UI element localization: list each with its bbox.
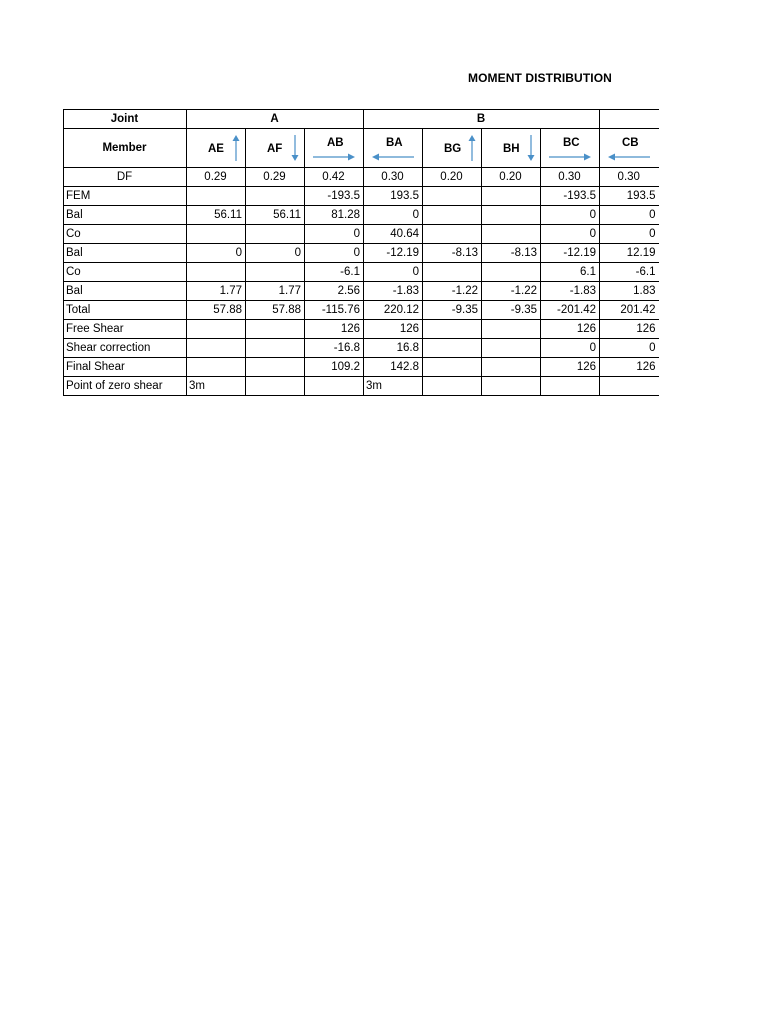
value-cell: 56.11 (187, 206, 246, 225)
value-cell: 40.64 (364, 225, 423, 244)
value-cell: 0 (541, 206, 600, 225)
member-name: AB (327, 137, 344, 149)
value-cell (482, 339, 541, 358)
value-cell: 0 (541, 225, 600, 244)
value-cell (423, 225, 482, 244)
value-cell: 57.88 (246, 301, 305, 320)
member-name: CB (622, 137, 639, 149)
value-cell (541, 377, 600, 396)
value-cell (246, 377, 305, 396)
row-label: FEM (64, 187, 187, 206)
value-cell: 1.77 (246, 282, 305, 301)
value-cell: 126 (364, 320, 423, 339)
value-cell: 12.19 (600, 244, 659, 263)
value-cell (482, 187, 541, 206)
value-cell: 0 (600, 339, 659, 358)
df-row (64, 168, 659, 187)
row-label: Free Shear (64, 320, 187, 339)
table-row (64, 358, 659, 377)
arrow-right-icon (313, 153, 355, 161)
zero-shear-row (64, 377, 659, 396)
value-cell: -9.35 (482, 301, 541, 320)
value-cell: -1.83 (541, 282, 600, 301)
value-cell (423, 263, 482, 282)
value-cell: 1.77 (187, 282, 246, 301)
value-cell: 201.42 (600, 301, 659, 320)
value-cell: 3m (364, 377, 423, 396)
arrow-down-icon (527, 135, 535, 161)
value-cell: 126 (600, 320, 659, 339)
df-cell: 0.29 (187, 168, 246, 187)
row-label: Final Shear (64, 358, 187, 377)
value-cell: 6.1 (541, 263, 600, 282)
value-cell (423, 339, 482, 358)
value-cell: 0 (305, 225, 364, 244)
value-cell (187, 339, 246, 358)
value-cell (246, 263, 305, 282)
table-row (64, 244, 659, 263)
moment-distribution-table (63, 109, 659, 396)
value-cell (187, 358, 246, 377)
value-cell (246, 339, 305, 358)
arrow-up-icon (232, 135, 240, 161)
row-label: Bal (64, 206, 187, 225)
value-cell (482, 225, 541, 244)
value-cell: -1.83 (364, 282, 423, 301)
value-cell (482, 358, 541, 377)
value-cell (423, 377, 482, 396)
member-row (64, 129, 659, 168)
value-cell: -1.22 (423, 282, 482, 301)
member-header-cb (600, 129, 659, 168)
value-cell: -1.22 (482, 282, 541, 301)
member-header-af (246, 129, 305, 168)
value-cell: 0 (364, 206, 423, 225)
value-cell (246, 187, 305, 206)
value-cell (187, 187, 246, 206)
table-row (64, 339, 659, 358)
joint-row (64, 110, 659, 129)
row-label: Shear correction (64, 339, 187, 358)
value-cell: -12.19 (364, 244, 423, 263)
value-cell (600, 377, 659, 396)
value-cell (423, 206, 482, 225)
arrow-left-icon (372, 153, 414, 161)
joint-c-header (600, 110, 659, 129)
arrow-right-icon (549, 153, 591, 161)
value-cell: -8.13 (482, 244, 541, 263)
value-cell (482, 377, 541, 396)
value-cell (423, 320, 482, 339)
value-cell: 142.8 (364, 358, 423, 377)
value-cell: 0 (187, 244, 246, 263)
value-cell (187, 263, 246, 282)
value-cell (246, 320, 305, 339)
value-cell: 0 (600, 225, 659, 244)
value-cell: 0 (364, 263, 423, 282)
member-label: Member (64, 129, 187, 168)
value-cell (246, 358, 305, 377)
value-cell: -16.8 (305, 339, 364, 358)
value-cell: 1.83 (600, 282, 659, 301)
value-cell: -193.5 (541, 187, 600, 206)
value-cell: 0 (246, 244, 305, 263)
value-cell (423, 358, 482, 377)
value-cell: -115.76 (305, 301, 364, 320)
member-name: AE (208, 143, 224, 155)
member-header-ab (305, 129, 364, 168)
value-cell: 81.28 (305, 206, 364, 225)
arrow-left-icon (608, 153, 650, 161)
value-cell: 220.12 (364, 301, 423, 320)
member-header-bc (541, 129, 600, 168)
df-label: DF (64, 168, 187, 187)
value-cell: 16.8 (364, 339, 423, 358)
joint-b-header: B (364, 110, 600, 129)
member-name: BG (444, 143, 462, 155)
df-cell: 0.29 (246, 168, 305, 187)
row-label: Total (64, 301, 187, 320)
value-cell: -6.1 (600, 263, 659, 282)
value-cell: 126 (305, 320, 364, 339)
value-cell (187, 225, 246, 244)
value-cell (246, 225, 305, 244)
df-cell: 0.30 (600, 168, 659, 187)
df-cell: 0.30 (364, 168, 423, 187)
joint-label: Joint (64, 110, 187, 129)
row-label: Bal (64, 282, 187, 301)
member-header-ba (364, 129, 423, 168)
table-row (64, 301, 659, 320)
value-cell: -9.35 (423, 301, 482, 320)
member-name: BA (386, 137, 403, 149)
member-name: AF (267, 143, 283, 155)
member-name: BH (503, 143, 520, 155)
value-cell: 126 (541, 320, 600, 339)
value-cell: 0 (600, 206, 659, 225)
value-cell: -201.42 (541, 301, 600, 320)
row-label: Point of zero shear (64, 377, 187, 396)
value-cell (482, 206, 541, 225)
page-title: MOMENT DISTRIBUTION (468, 71, 612, 85)
value-cell: 3m (187, 377, 246, 396)
value-cell: 193.5 (364, 187, 423, 206)
value-cell: -6.1 (305, 263, 364, 282)
arrow-up-icon (468, 135, 476, 161)
value-cell (187, 320, 246, 339)
value-cell (423, 187, 482, 206)
row-label: Co (64, 263, 187, 282)
value-cell: 126 (541, 358, 600, 377)
member-name: BC (563, 137, 580, 149)
value-cell: 109.2 (305, 358, 364, 377)
row-label: Co (64, 225, 187, 244)
value-cell (482, 263, 541, 282)
value-cell: 126 (600, 358, 659, 377)
arrow-down-icon (291, 135, 299, 161)
df-cell: 0.20 (482, 168, 541, 187)
value-cell: 57.88 (187, 301, 246, 320)
value-cell: 2.56 (305, 282, 364, 301)
value-cell: 0 (541, 339, 600, 358)
df-cell: 0.30 (541, 168, 600, 187)
table-row (64, 225, 659, 244)
value-cell: -12.19 (541, 244, 600, 263)
value-cell: 193.5 (600, 187, 659, 206)
joint-a-header: A (187, 110, 364, 129)
value-cell: 0 (305, 244, 364, 263)
table-row (64, 187, 659, 206)
df-cell: 0.20 (423, 168, 482, 187)
member-header-bg (423, 129, 482, 168)
table-row (64, 320, 659, 339)
table-row (64, 282, 659, 301)
value-cell: -8.13 (423, 244, 482, 263)
value-cell: -193.5 (305, 187, 364, 206)
value-cell (482, 320, 541, 339)
member-header-bh (482, 129, 541, 168)
member-header-ae (187, 129, 246, 168)
table-row (64, 206, 659, 225)
value-cell: 56.11 (246, 206, 305, 225)
row-label: Bal (64, 244, 187, 263)
value-cell (305, 377, 364, 396)
table-row (64, 263, 659, 282)
df-cell: 0.42 (305, 168, 364, 187)
